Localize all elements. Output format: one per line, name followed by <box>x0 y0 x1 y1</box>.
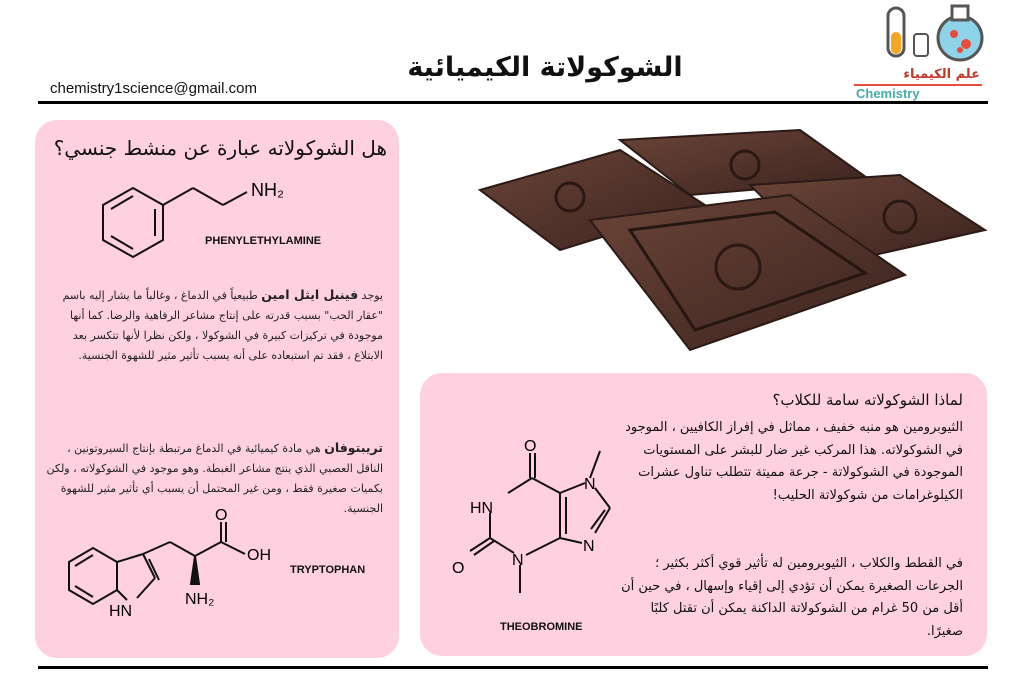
logo-english-text: Chemistry <box>856 86 920 101</box>
contact-email: chemistry1science@gmail.com <box>50 80 257 97</box>
theobromine-structure <box>450 433 630 613</box>
flask-icon <box>884 4 994 66</box>
chocolate-pieces-image <box>470 125 990 365</box>
para2-body: هي مادة كيميائية في الدماغ مرتبطة بإنتاج السيروتونين ، الناقل العصبي الذي ينتج مشاعر الغبطة. وهو موجود في الشوكولاته ، ولكن بكميات صغيرة فقط ، ومن غير المحتمل أن يسبب أي تأثير مثير للشهوة الجنسية. <box>46 442 383 515</box>
para1-body: طبيعياً في الدماغ ، وغالباً ما يشار إليه باسم "عقار الحب" بسبب قدرته على إنتاج مشاعر الرفاهية والرضا. كما أنها موجودة في تركيزات كبيرة في الشوكولا ، ولكن نظرا لأنها تتكسر بعد الابتلاع ، فقد تم استبعاده على أنه يسبب تأثير مثير للشهوة الجنسية. <box>62 289 383 362</box>
carbonyl-o-label: O <box>215 507 228 524</box>
theobromine-hn: HN <box>470 500 494 517</box>
hydroxyl-label: OH <box>247 547 271 564</box>
para2-bold-term: تريبتوفان <box>324 440 383 455</box>
phenylethylamine-paragraph <box>43 285 383 366</box>
footer-divider <box>38 666 988 669</box>
para1-lead: يوجد <box>361 289 383 302</box>
dogs-question: لماذا الشوكولاته سامة للكلاب؟ <box>772 391 963 409</box>
aphrodisiac-section <box>35 120 399 658</box>
page-title: الشوكولاتة الكيميائية <box>407 52 683 83</box>
amino-group-label: NH₂ <box>185 591 215 608</box>
logo-arabic-text: علم الكيمياء <box>903 67 980 82</box>
tryptophan-structure <box>55 507 295 648</box>
theobromine-label: THEOBROMINE <box>500 621 583 633</box>
chemistry-logo <box>852 2 992 102</box>
theobromine-paragraph-1: الثيوبرومين هو منبه خفيف ، مماثل في إفراز الكافيين ، الموجود في الشوكولاته. هذا المركب غير ضار للبشر على المستويات الموجودة في الشوكولاتة - جرعة مميتة تتطلب تناول عشرات الكيلوغرامات من شوكولاتة الحليب! <box>625 420 963 503</box>
tryptophan-label: TRYPTOPHAN <box>290 564 366 576</box>
tryptophan-paragraph <box>38 438 383 519</box>
para1-bold-term: فينيل ايثل امين <box>261 287 359 302</box>
phenylethylamine-label: PHENYLETHYLAMINE <box>205 235 322 247</box>
theobromine-n3: N <box>583 538 595 555</box>
theobromine-n1: N <box>512 552 524 569</box>
theobromine-n2: N <box>584 476 596 493</box>
indole-nh-label: HN <box>109 603 133 620</box>
header-divider <box>38 101 988 104</box>
amine-group-label: NH₂ <box>251 180 284 200</box>
aphrodisiac-question: هل الشوكولاته عبارة عن منشط جنسي؟ <box>53 136 387 160</box>
theobromine-o-top: O <box>524 438 537 455</box>
theobromine-o-left: O <box>452 560 465 577</box>
theobromine-paragraph-2: في القطط والكلاب ، الثيوبرومين له تأثير قوي أكثر بكثير ؛ الجرعات الصغيرة يمكن أن تؤدي إلى إقياء وإسهال ، في حين أن أقل من 50 غرام من الشوكولاتة الداكنة يمكن أن تقتل كلبًا صغيرًا. <box>621 556 963 639</box>
dogs-toxicity-section <box>420 373 987 656</box>
